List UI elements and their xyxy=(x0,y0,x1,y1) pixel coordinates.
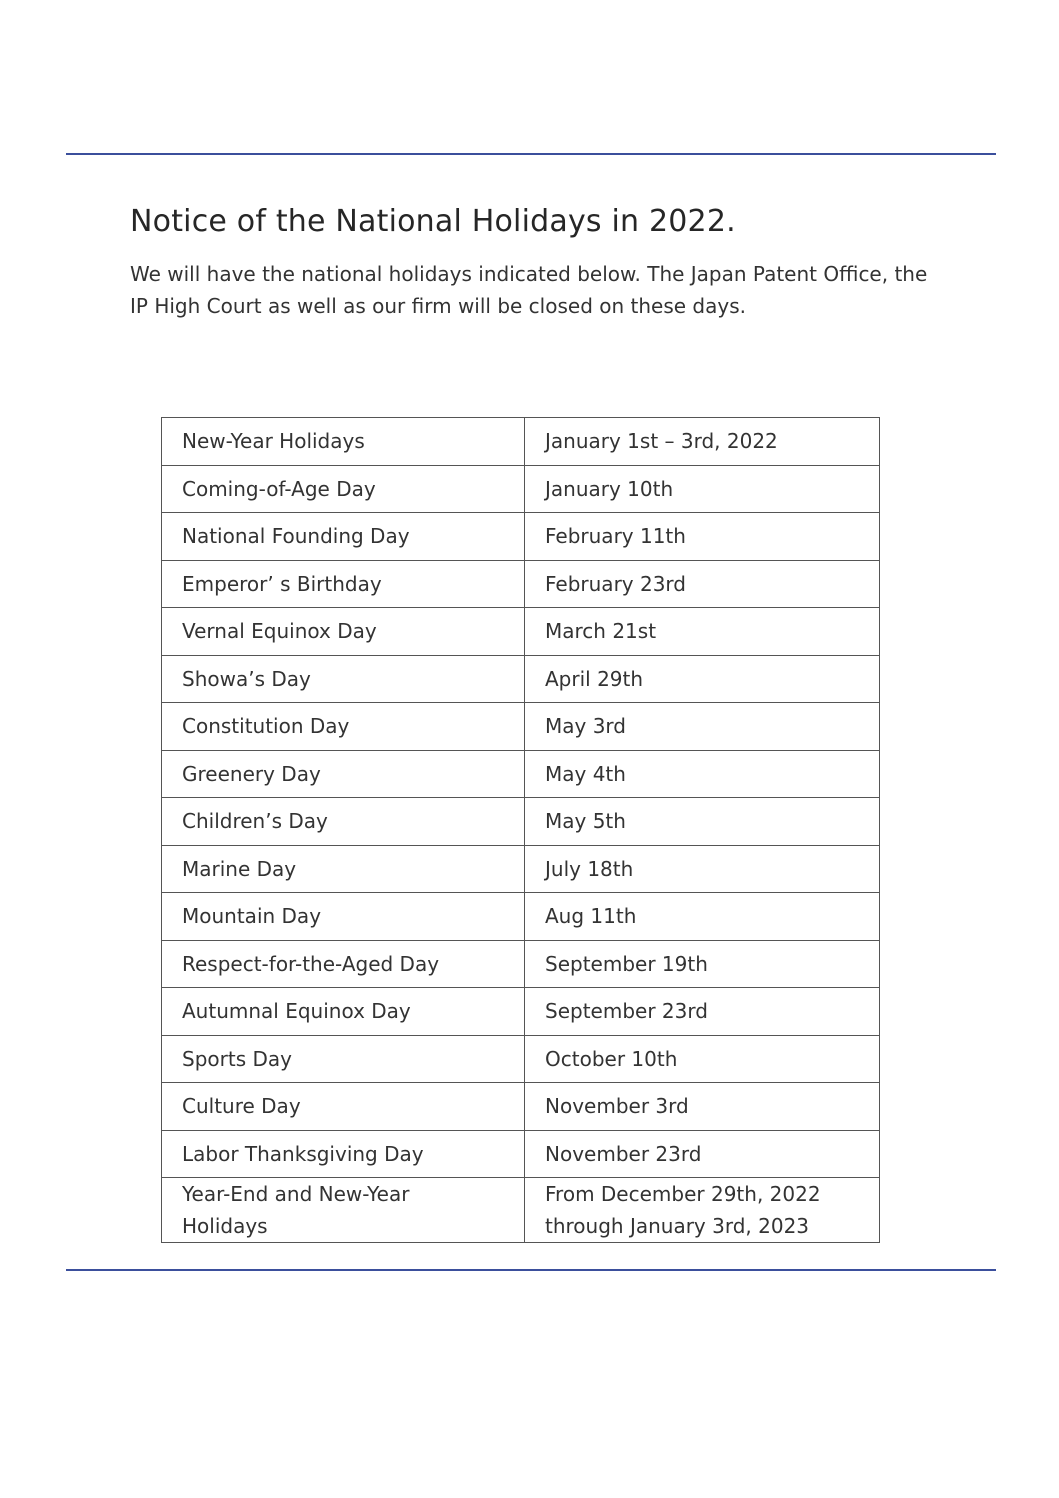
holiday-name-line: Year-End and New-Year xyxy=(182,1182,410,1206)
holiday-date-cell: July 18th xyxy=(525,845,880,893)
holiday-date-cell: September 23rd xyxy=(525,988,880,1036)
holiday-name-cell: Emperor’ s Birthday xyxy=(162,560,525,608)
table-row xyxy=(162,655,880,703)
holiday-name-cell: Sports Day xyxy=(162,1035,525,1083)
holiday-name-line: Holidays xyxy=(182,1214,268,1238)
intro-paragraph: We will have the national holidays indicated below. The Japan Patent Office, the IP High Court as well as our firm will be closed on these days. xyxy=(130,262,928,318)
table-row xyxy=(162,798,880,846)
holiday-name-cell: Greenery Day xyxy=(162,750,525,798)
holiday-date-cell: November 23rd xyxy=(525,1130,880,1178)
holiday-date-cell: September 19th xyxy=(525,940,880,988)
holiday-date-cell: January 10th xyxy=(525,465,880,513)
holiday-name-cell: Culture Day xyxy=(162,1083,525,1131)
table-row xyxy=(162,1035,880,1083)
holiday-name-cell: National Founding Day xyxy=(162,513,525,561)
table-row xyxy=(162,560,880,608)
holiday-name-cell: Showa’s Day xyxy=(162,655,525,703)
table-row xyxy=(162,1083,880,1131)
holiday-date-cell: February 23rd xyxy=(525,560,880,608)
holiday-date-cell: May 3rd xyxy=(525,703,880,751)
holiday-name-cell: Constitution Day xyxy=(162,703,525,751)
holiday-date-cell: April 29th xyxy=(525,655,880,703)
table-row xyxy=(162,608,880,656)
table-row xyxy=(162,418,880,466)
holidays-table xyxy=(161,417,880,1243)
top-divider xyxy=(66,153,996,155)
holiday-name-cell: Children’s Day xyxy=(162,798,525,846)
table-row xyxy=(162,750,880,798)
holiday-date-cell: November 3rd xyxy=(525,1083,880,1131)
holiday-date-cell: February 11th xyxy=(525,513,880,561)
holiday-date-cell: January 1st – 3rd, 2022 xyxy=(525,418,880,466)
holiday-name-cell: Marine Day xyxy=(162,845,525,893)
holiday-name-cell xyxy=(162,1178,525,1243)
holiday-date-cell: October 10th xyxy=(525,1035,880,1083)
table-row xyxy=(162,513,880,561)
holiday-name-cell: Coming-of-Age Day xyxy=(162,465,525,513)
table-row xyxy=(162,703,880,751)
holiday-date-line: From December 29th, 2022 xyxy=(545,1182,821,1206)
table-row xyxy=(162,845,880,893)
holiday-name-cell: Labor Thanksgiving Day xyxy=(162,1130,525,1178)
page-title: Notice of the National Holidays in 2022. xyxy=(130,204,736,239)
table-row xyxy=(162,988,880,1036)
holiday-name-cell: Vernal Equinox Day xyxy=(162,608,525,656)
holiday-date-cell: May 5th xyxy=(525,798,880,846)
holiday-name-cell: New-Year Holidays xyxy=(162,418,525,466)
bottom-divider xyxy=(66,1269,996,1271)
table-row xyxy=(162,465,880,513)
holiday-date-cell: May 4th xyxy=(525,750,880,798)
holiday-name-cell: Mountain Day xyxy=(162,893,525,941)
holiday-date-cell xyxy=(525,1178,880,1243)
holiday-name-cell: Respect-for-the-Aged Day xyxy=(162,940,525,988)
holiday-date-line: through January 3rd, 2023 xyxy=(545,1214,810,1238)
holiday-date-cell: Aug 11th xyxy=(525,893,880,941)
table-row xyxy=(162,1130,880,1178)
table-row-year-end xyxy=(162,1178,880,1243)
holidays-table-body xyxy=(162,418,880,1243)
holiday-name-cell: Autumnal Equinox Day xyxy=(162,988,525,1036)
table-row xyxy=(162,893,880,941)
table-row xyxy=(162,940,880,988)
holiday-date-cell: March 21st xyxy=(525,608,880,656)
